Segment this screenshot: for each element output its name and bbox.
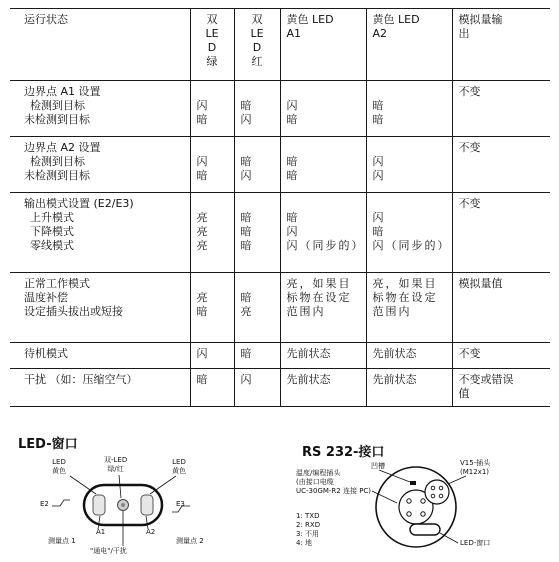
cell-analog: 不变 (452, 193, 550, 273)
header-operating-state: 运行状态 (10, 9, 190, 81)
cell-a1: 暗 暗 (280, 137, 366, 193)
header-dual-led-green: 双 LE D 绿 (190, 9, 234, 81)
cell-red: 闪 (234, 369, 280, 407)
cell-a2: 暗 暗 (366, 81, 452, 137)
power-label: "通电"/干扰 (90, 547, 127, 555)
cell-a2: 亮，如果目标物在设定范围内 (366, 273, 452, 343)
led-yellow-right-label: LED 黄色 (172, 458, 186, 475)
cell-a2: 先前状态 (366, 343, 452, 369)
cell-analog: 不变 (452, 343, 550, 369)
cell-analog: 不变或错误值 (452, 369, 550, 407)
setpoint2-label: 测量点 2 (176, 537, 204, 545)
cell-a1: 先前状态 (280, 369, 366, 407)
row-state-label: 边界点 A2 设置 检测到目标 未检测到目标 (10, 137, 190, 193)
led-dual-label: 双-LED 绿/红 (104, 456, 128, 473)
cell-a1: 先前状态 (280, 343, 366, 369)
cell-green: 闪 暗 (190, 137, 234, 193)
cell-a1: 闪 暗 (280, 81, 366, 137)
header-yellow-led-a2: 黄色 LED A2 (366, 9, 452, 81)
e2-label: E2 (40, 500, 49, 508)
cell-green: 闪 暗 (190, 81, 234, 137)
cell-a1: 暗 闪 闪（同步的） (280, 193, 366, 273)
header-analog-output: 模拟量输 出 (452, 9, 550, 81)
a1-label: A1 (96, 528, 106, 536)
row-state-label: 干扰 （如：压缩空气） (10, 369, 190, 407)
led-window-title: LED-窗口 (18, 437, 78, 452)
header-yellow-led-a1: 黄色 LED A1 (280, 9, 366, 81)
plug-label: V15-插头 (M12x1) (460, 459, 491, 476)
rs232-led-window-label: LED-窗口 (460, 539, 491, 547)
header-dual-led-red: 双 LE D 红 (234, 9, 280, 81)
row-state-label: 正常工作模式 温度补偿 设定插头拔出或短接 (10, 273, 190, 343)
cell-green: 亮 亮 亮 (190, 193, 234, 273)
cell-a2: 闪 闪 (366, 137, 452, 193)
cell-a2: 闪 暗 闪（同步的） (366, 193, 452, 273)
cell-analog: 不变 (452, 137, 550, 193)
cell-green: 闪 (190, 343, 234, 369)
cell-red: 暗 闪 (234, 81, 280, 137)
cell-analog: 模拟量值 (452, 273, 550, 343)
pin-list: 1: TXD 2: RXD 3: 不用 4: 地 (296, 512, 321, 547)
cell-red: 暗 (234, 343, 280, 369)
row-state-label: 待机模式 (10, 343, 190, 369)
cell-red: 暗 暗 暗 (234, 193, 280, 273)
row-state-label: 边界点 A1 设置 检测到目标 未检测到目标 (10, 81, 190, 137)
cell-red: 暗 闪 (234, 137, 280, 193)
cell-red: 暗 亮 (234, 273, 280, 343)
a2-label: A2 (146, 528, 156, 536)
cell-a2: 先前状态 (366, 369, 452, 407)
cell-green: 暗 (190, 369, 234, 407)
groove-label: 凹槽 (371, 462, 385, 470)
led-yellow-left-label: LED 黄色 (52, 458, 66, 475)
setpoint1-label: 测量点 1 (48, 537, 76, 545)
cell-a1: 亮，如果目标物在设定范围内 (280, 273, 366, 343)
cell-analog: 不变 (452, 81, 550, 137)
rs232-title: RS 232-接口 (302, 445, 385, 460)
cell-green: 亮 暗 (190, 273, 234, 343)
row-state-label: 输出模式设置 (E2/E3) 上升模式 下降模式 零线模式 (10, 193, 190, 273)
e3-label: E3 (176, 500, 185, 508)
cable-label: 温度/编程插头 (由接口电缆 UC-30GM-R2 连接 PC) (296, 469, 372, 495)
